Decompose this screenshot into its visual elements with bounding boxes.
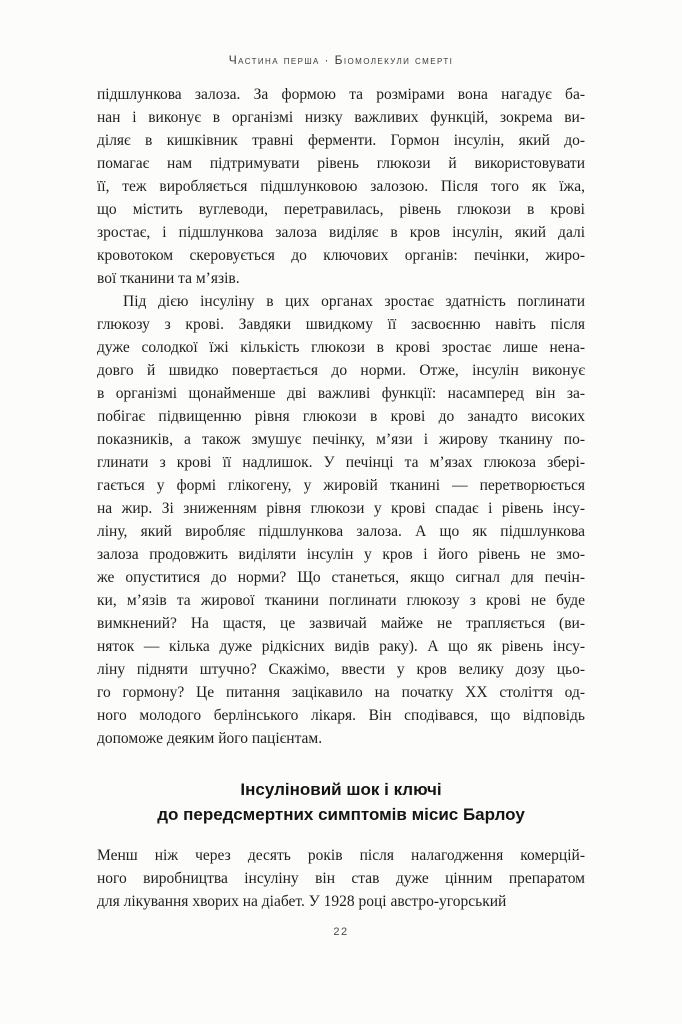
section-heading-line-2: до передсмертних симптомів місис Барлоу	[157, 805, 525, 824]
text-line: дуже солодкої їжі кількість глюкози в крові зростає лише нена-	[97, 339, 585, 356]
text-line: вої тканини та м’язів.	[97, 270, 240, 287]
paragraph-3	[97, 844, 585, 913]
text-line: глинати з крові її надлишок. У печінці та м’язах глюкоза збері-	[97, 454, 585, 471]
text-line: Під дією інсуліну в цих органах зростає здатність поглинати	[123, 293, 585, 310]
text-line: ліну підняти штучно? Скажімо, ввести у кров велику дозу цьо-	[97, 661, 585, 678]
text-line: го гормону? Це питання зацікавило на початку XX століття од-	[97, 684, 585, 701]
text-line: її, теж виробляється підшлунковою залозою. Після того як їжа,	[97, 178, 585, 195]
text-line: кровотоком скеровується до ключових органів: печінки, жиро-	[97, 247, 585, 264]
text-line: ного молодого берлінського лікаря. Він сподівався, що відповідь	[97, 707, 585, 724]
text-line: діляє в кишківник травні ферменти. Гормон інсулін, який до-	[97, 132, 585, 149]
text-line: довго й швидко повертається до норми. Отже, інсулін виконує	[97, 362, 585, 379]
paragraph-2	[97, 290, 585, 750]
text-line: підшлункова залоза. За формою та розмірами вона нагадує ба-	[97, 86, 585, 103]
text-line: ки, м’язів та жирової тканини поглинати глюкозу з крові не буде	[97, 592, 585, 609]
text-line: глюкозу з крові. Завдяки швидкому її засвоєнню навіть після	[97, 316, 585, 333]
text-line: показників, а також змушує печінку, м’язи і жирову тканину по-	[97, 431, 585, 448]
text-line: ного виробництва інсуліну він став дуже цінним препаратом	[97, 870, 585, 887]
paragraph-1	[97, 83, 585, 290]
text-line: гається у формі глікогену, у жировій тканині — перетворюється	[97, 477, 585, 494]
text-line: що містить вуглеводи, перетравилась, рівень глюкози в крові	[97, 201, 585, 218]
text-line: же опуститися до норми? Що станеться, якщо сигнал для печін-	[97, 569, 585, 586]
text-line: залоза продовжить виділяти інсулін у кров і його рівень не змо-	[97, 546, 585, 563]
page-number: 22	[333, 926, 349, 938]
text-line: зростає, і підшлункова залоза виділяє в кров інсулін, який далі	[97, 224, 585, 241]
text-line: допоможе деяким його пацієнтам.	[97, 730, 323, 747]
text-line: в організмі щонайменше дві важливі функції: насамперед він за-	[97, 385, 585, 402]
text-line: ліну, який виробляє підшлункова залоза. А що як підшлункова	[97, 523, 585, 540]
text-line: няток — кілька дуже рідкісних видів раку). А що як рівень інсу-	[97, 638, 585, 655]
text-line: Менш ніж через десять років після налагодження комерцій-	[97, 847, 585, 864]
text-line: на жир. Зі зниженням рівня глюкози у крові спадає і рівень інсу-	[97, 500, 585, 517]
text-line: вимкнений? На щастя, це зазвичай майже не трапляється (ви-	[97, 615, 585, 632]
running-header: Частина перша · Біомолекули смерті	[228, 53, 454, 67]
text-line: помагає нам підтримувати рівень глюкози й використовувати	[97, 155, 585, 172]
text-line: нан і виконує в організмі низку важливих функцій, зокрема ви-	[97, 109, 585, 126]
text-line: для лікування хворих на діабет. У 1928 році австро-угорський	[97, 893, 507, 910]
section-heading	[97, 777, 585, 827]
text-line: побігає підвищенню рівня глюкози в крові до занадто високих	[97, 408, 585, 425]
text-column	[97, 83, 585, 913]
section-heading-line-1: Інсуліновий шок і ключі	[240, 780, 442, 799]
